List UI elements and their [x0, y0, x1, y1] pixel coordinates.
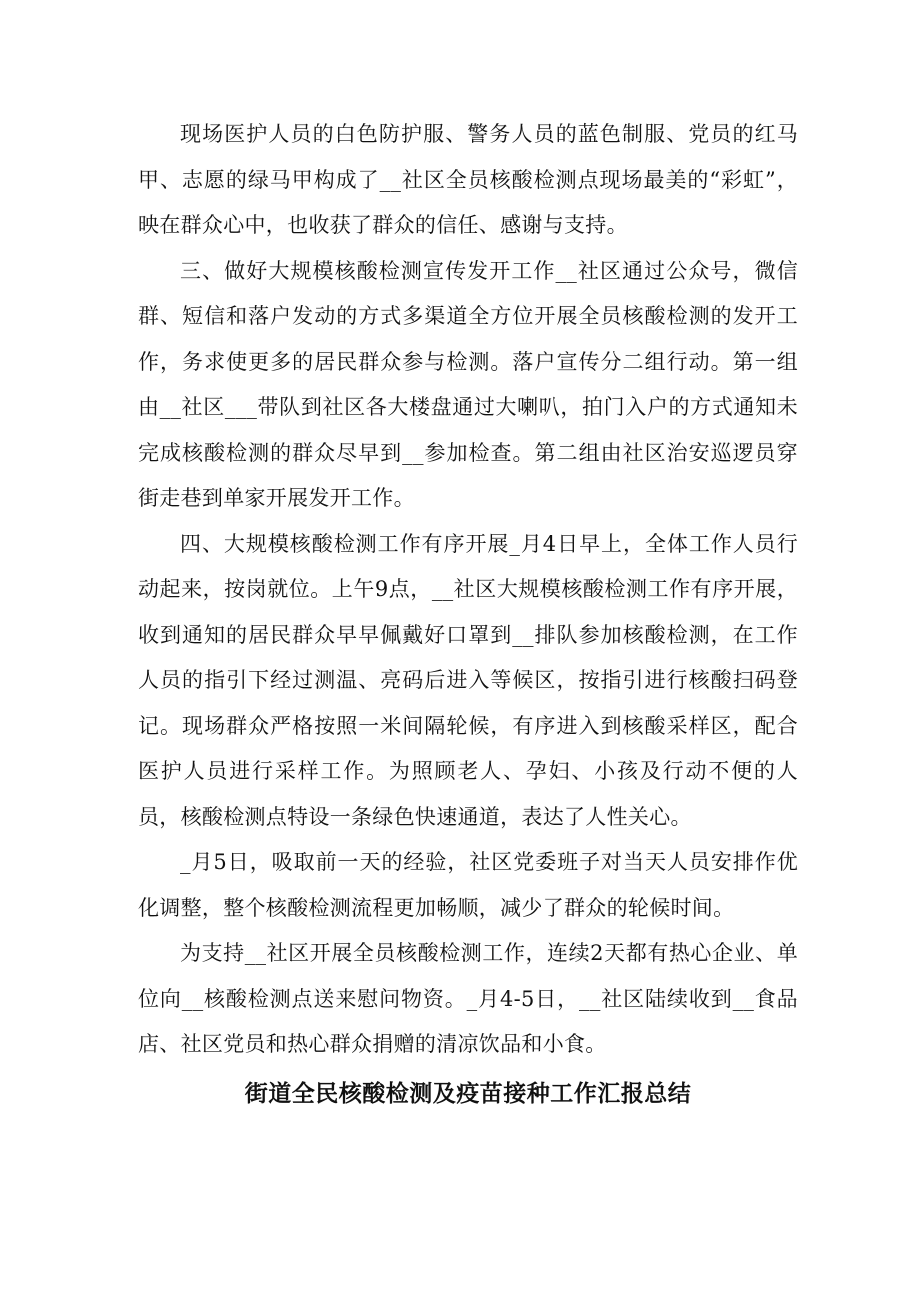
paragraph-testing-order: 四、大规模核酸检测工作有序开展_月4日早上，全体工作人员行动起来，按岗就位。上午9点，__社区大规模核酸检测工作有序开展，收到通知的居民群众早早佩戴好口罩到__排队参加核酸检测，在工作人员的指引下经过测温、亮码后进入等候区，按指引进行核酸扫码登记。现场群众严格按照一米间隔轮候，有序进入到核酸采样区，配合医护人员进行采样工作。为照顾老人、孕妇、小孩及行动不便的人员，核酸检测点特设一条绿色快速通道，表达了人性关心。: [138, 531, 798, 829]
paragraph-donations: 为支持__社区开展全员核酸检测工作，连续2天都有热心企业、单位向__核酸检测点送来慰问物资。_月4-5日，__社区陆续收到__食品店、社区党员和热心群众捐赠的清凉饮品和小食。: [138, 941, 798, 1056]
paragraph-publicity: 三、做好大规模核酸检测宣传发开工作__社区通过公众号，微信群、短信和落户发动的方式多渠道全方位开展全员核酸检测的发开工作，务求使更多的居民群众参与检测。落户宣传分二组行动。第一组由__社区___带队到社区各大楼盘通过大喇叭，拍门入户的方式通知未完成核酸检测的群众尽早到__参加检查。第二组由社区治安巡逻员穿街走巷到单家开展发开工作。: [138, 258, 798, 510]
paragraph-day-five: _月5日，吸取前一天的经验，社区党委班子对当天人员安排作优化调整，整个核酸检测流程更加畅顺，减少了群众的轮候时间。: [138, 850, 798, 920]
paragraph-protective-colors: 现场医护人员的白色防护服、警务人员的蓝色制服、党员的红马甲、志愿的绿马甲构成了__社区全员核酸检测点现场最美的“彩虹”，映在群众心中，也收获了群众的信任、感谢与支持。: [138, 122, 798, 237]
document-page: [138, 112, 798, 1116]
section-heading: 街道全民核酸检测及疫苗接种工作汇报总结: [244, 1080, 692, 1107]
